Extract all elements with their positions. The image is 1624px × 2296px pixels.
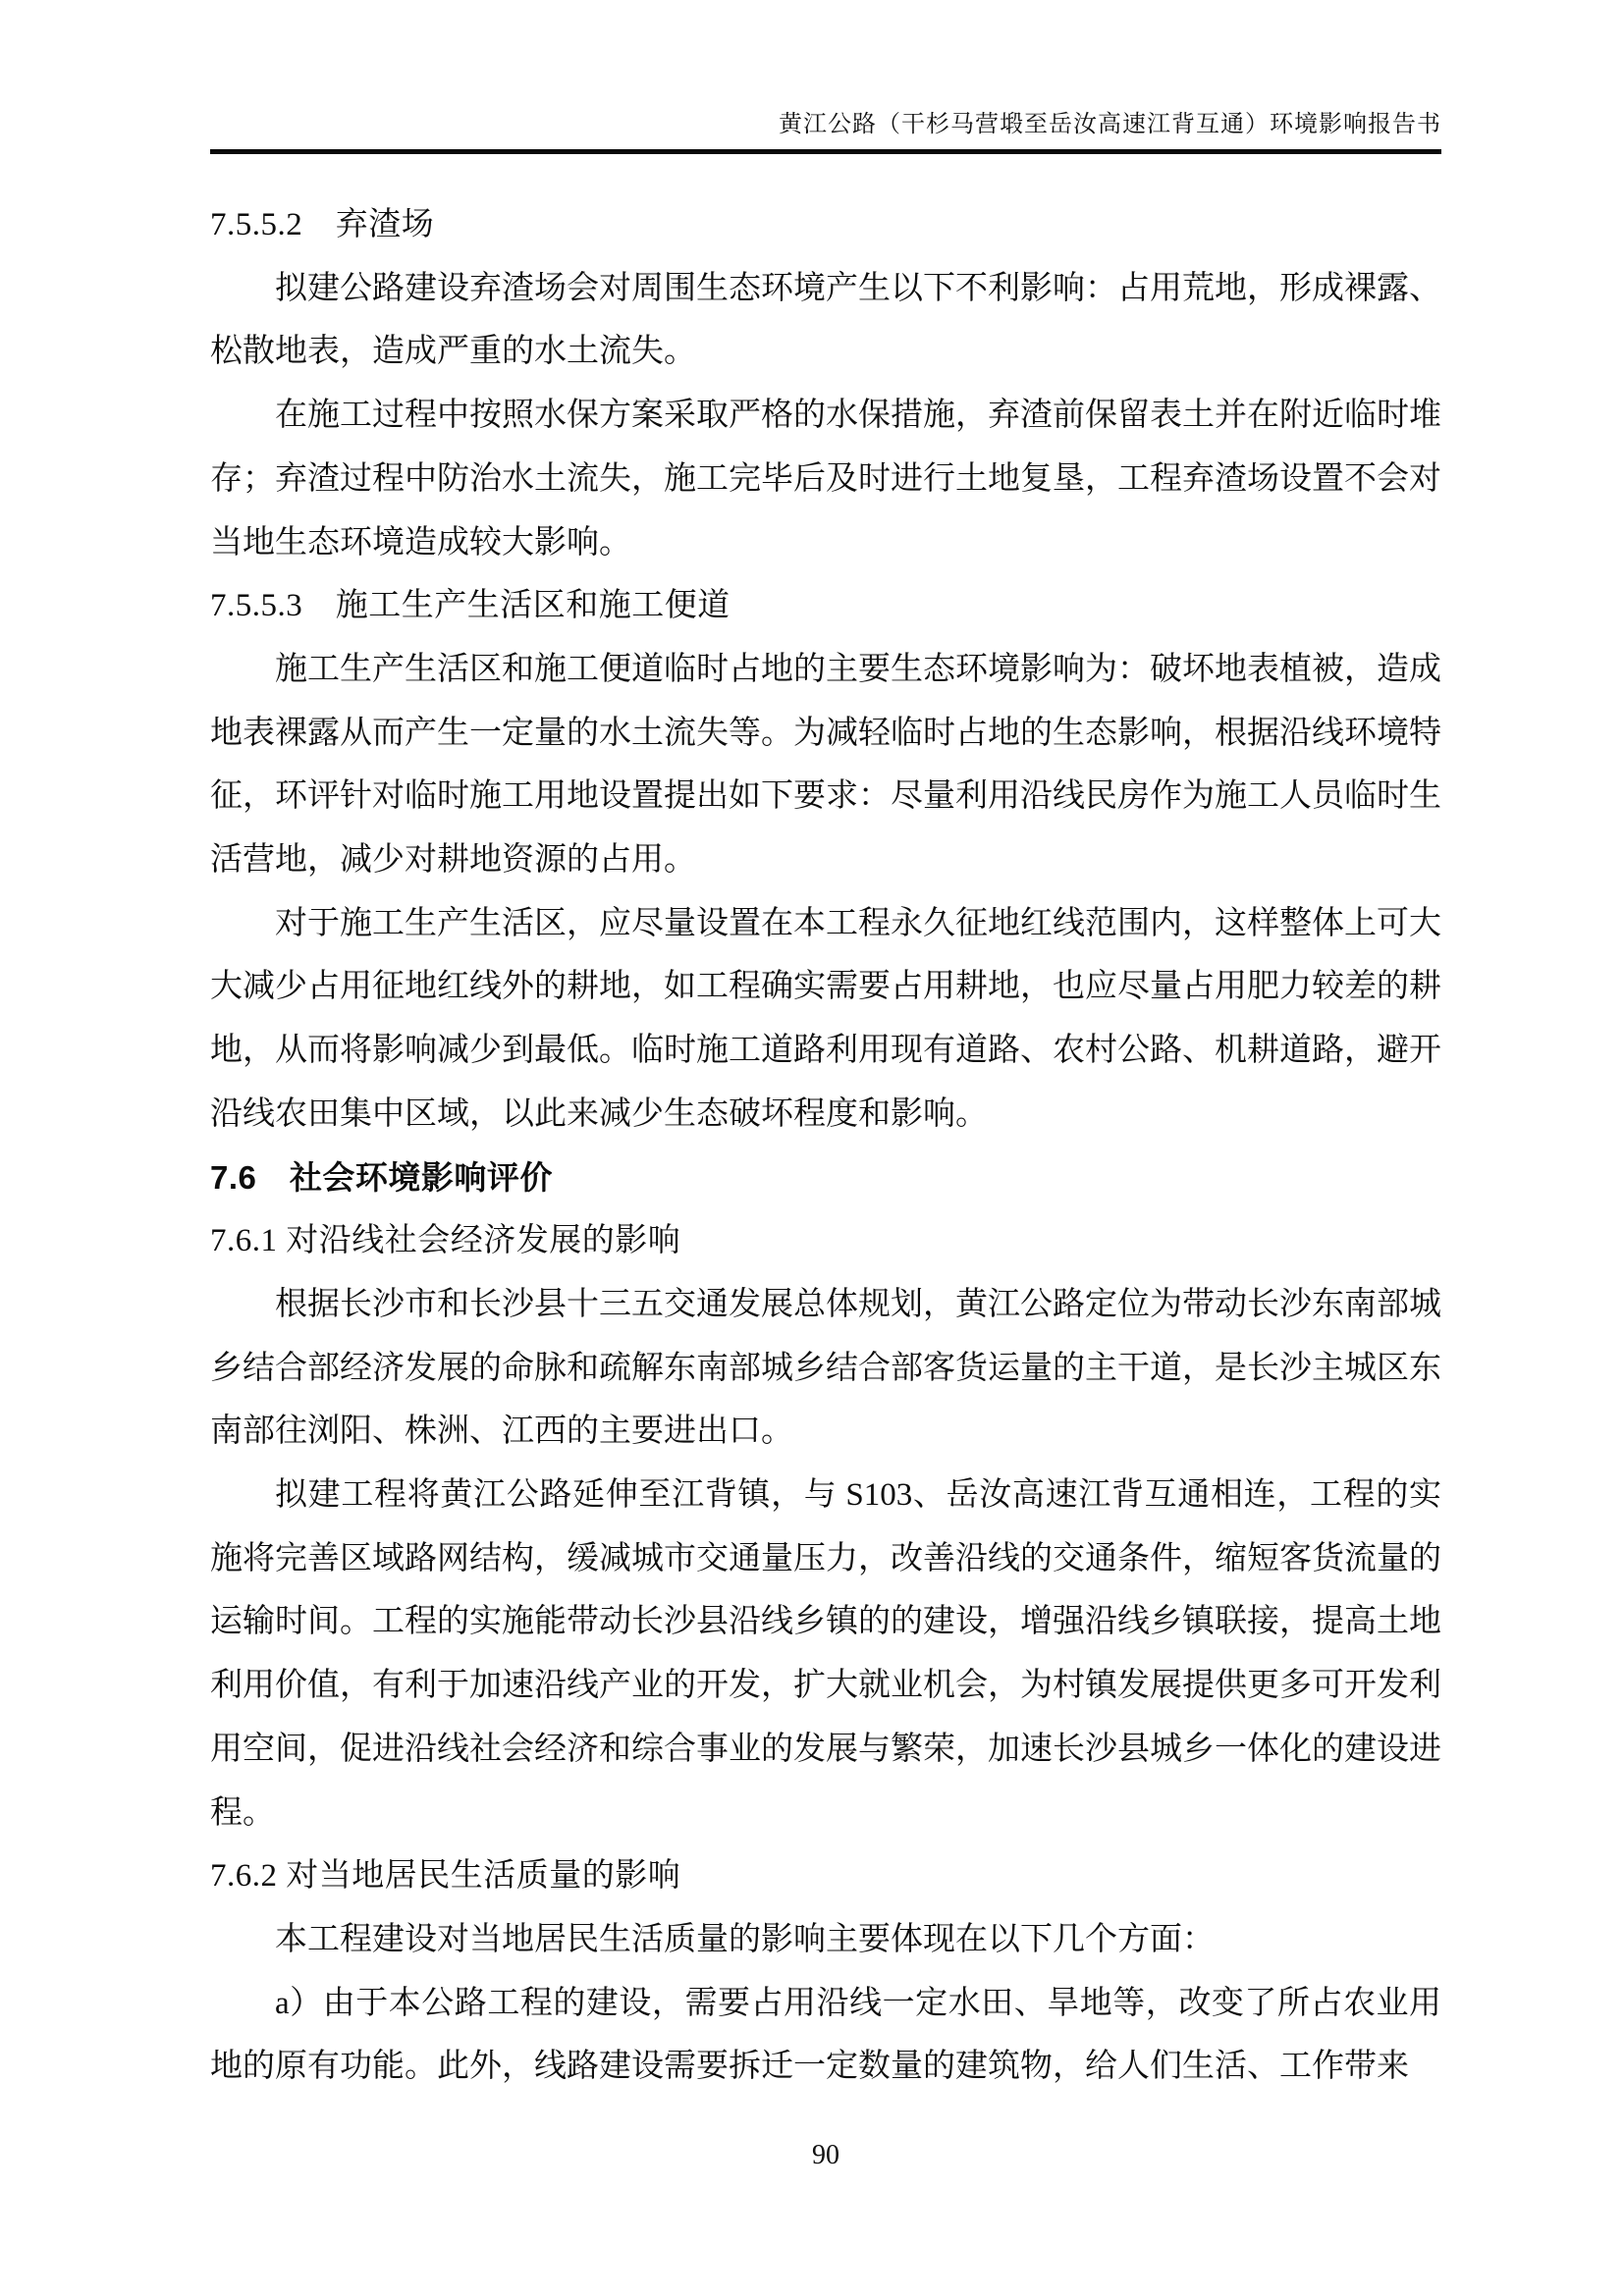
heading-7-6-2: 7.6.2 对当地居民生活质量的影响 xyxy=(210,1858,681,1895)
paragraph-dump-site-impacts: 拟建公路建设弃渣场会对周围生态环境产生以下不利影响：占用荒地，形成裸露、松散地表，造成严重的水土流失。 xyxy=(210,270,1441,370)
heading-7-6: 7.6 社会环境影响评价 xyxy=(210,1158,553,1196)
page-number: 90 xyxy=(812,2140,839,2170)
heading-7-5-5-3: 7.5.5.3 施工生产生活区和施工便道 xyxy=(210,588,731,624)
paragraph-living-area-siting: 对于施工生产生活区，应尽量设置在本工程永久征地红线范围内，这样整体上可大大减少占用征地红线外的耕地，如工程确实需要占用耕地，也应尽量占用肥力较差的耕地，从而将影响减少到最低。临时施工道路利用现有道路、农村公路、机耕道路，避开沿线农田集中区域，以此来减少生态破坏程度和影响。 xyxy=(210,905,1441,1132)
paragraph-dump-site-measures: 在施工过程中按照水保方案采取严格的水保措施，弃渣前保留表土并在附近临时堆存；弃渣过程中防治水土流失，施工完毕后及时进行土地复垦，工程弃渣场设置不会对当地生态环境造成较大影响。 xyxy=(210,398,1441,561)
paragraph-life-quality-item-a: a）由于本公路工程的建设，需要占用沿线一定水田、旱地等，改变了所占农业用地的原有功能。此外，线路建设需要拆迁一定数量的建筑物，给人们生活、工作带来 xyxy=(210,1985,1441,2085)
document-body xyxy=(210,193,1441,2099)
heading-7-6-1: 7.6.1 对沿线社会经济发展的影响 xyxy=(210,1223,681,1259)
paragraph-life-quality-intro: 本工程建设对当地居民生活质量的影响主要体现在以下几个方面： xyxy=(275,1921,1215,1957)
heading-7-5-5-2: 7.5.5.2 弃渣场 xyxy=(210,207,435,242)
paragraph-temp-land-impacts: 施工生产生活区和施工便道临时占地的主要生态环境影响为：破坏地表植被，造成地表裸露从而产生一定量的水土流失等。为减轻临时占地的生态影响，根据沿线环境特征，环评针对临时施工用地设置提出如下要求：尽量利用沿线民房作为施工人员临时生活营地，减少对耕地资源的占用。 xyxy=(210,651,1441,879)
page-header-title: 黄江公路（干杉马营塅至岳汝高速江背互通）环境影响报告书 xyxy=(210,108,1441,154)
paragraph-economic-positioning: 根据长沙市和长沙县十三五交通发展总体规划，黄江公路定位为带动长沙东南部城乡结合部经济发展的命脉和疏解东南部城乡结合部客货运量的主干道，是长沙主城区东南部往浏阳、株洲、江西的主要进出口。 xyxy=(210,1286,1441,1450)
paragraph-project-benefits: 拟建工程将黄江公路延伸至江背镇，与 S103、岳汝高速江背互通相连，工程的实施将完善区域路网结构，缓减城市交通量压力，改善沿线的交通条件，缩短客货流量的运输时间。工程的实施能带动长沙县沿线乡镇的的建设，增强沿线乡镇联接，提高土地利用价值，有利于加速沿线产业的开发，扩大就业机会，为村镇发展提供更多可开发利用空间，促进沿线社会经济和综合事业的发展与繁荣，加速长沙县城乡一体化的建设进程。 xyxy=(210,1477,1441,1831)
